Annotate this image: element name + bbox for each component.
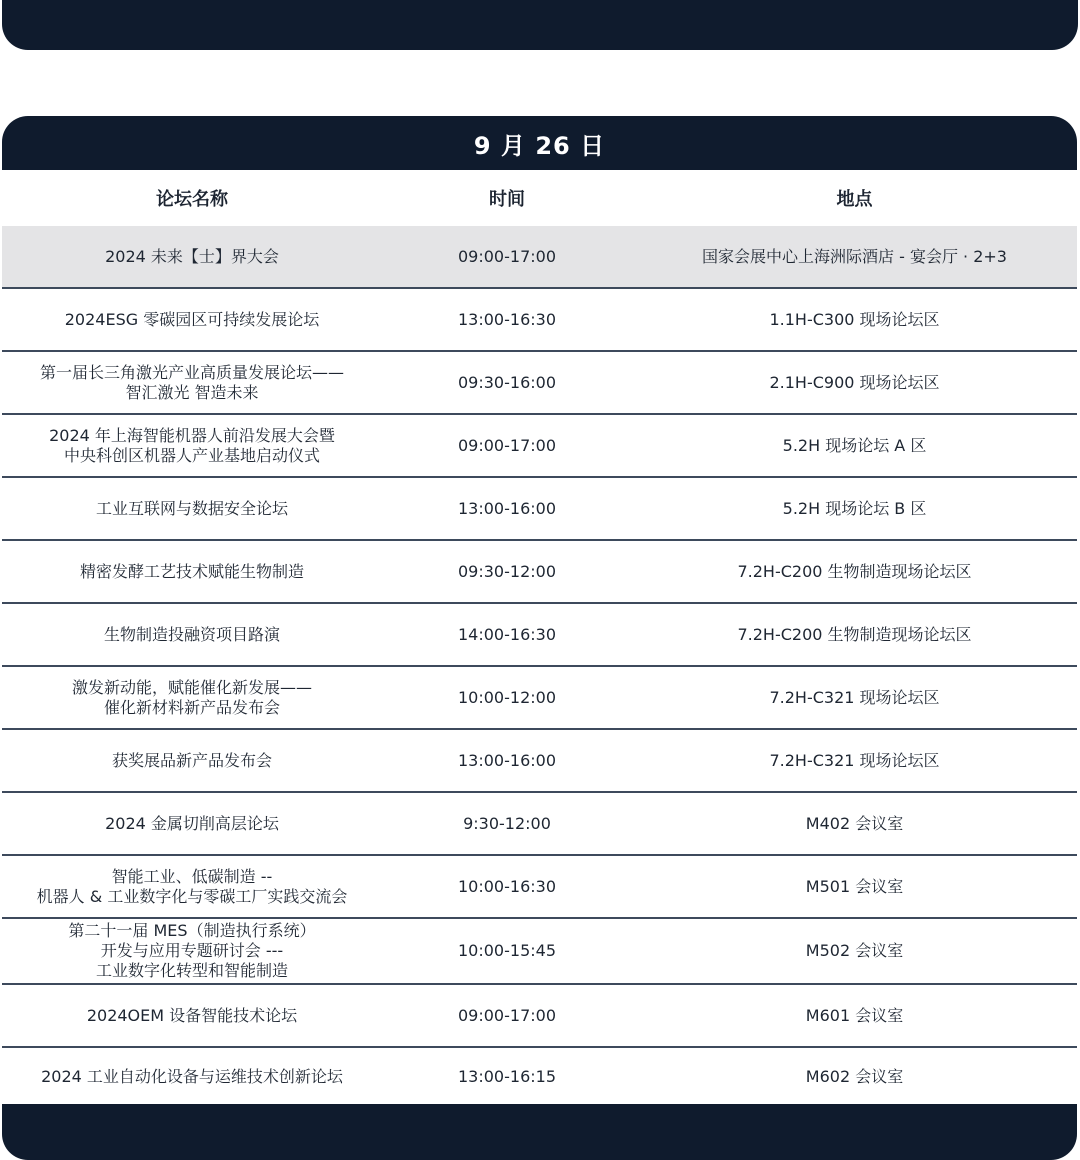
header-time: 时间 (489, 189, 525, 210)
forum-name-cell: 第一届长三角激光产业高质量发展论坛—— 智汇激光 智造未来 (39, 362, 344, 402)
table-row (2, 604, 1077, 667)
time-cell: 09:00-17:00 (458, 435, 556, 455)
time-cell: 13:00-16:00 (458, 498, 556, 518)
forum-name-cell: 2024 年上海智能机器人前沿发展大会暨 中央科创区机器人产业基地启动仪式 (49, 425, 335, 465)
time-cell: 09:00-17:00 (458, 246, 556, 266)
forum-name-cell: 精密发酵工艺技术赋能生物制造 (79, 561, 304, 581)
venue-cell: M602 会议室 (805, 1067, 904, 1086)
venue-cell: 7.2H-C200 生物制造现场论坛区 (737, 561, 972, 581)
venue-cell: M402 会议室 (805, 813, 904, 833)
table-row (2, 478, 1077, 541)
time-cell: 9:30-12:00 (463, 813, 551, 833)
venue-cell: M501 会议室 (805, 876, 904, 896)
table-row (2, 289, 1077, 352)
forum-name-cell: 工业互联网与数据安全论坛 (95, 498, 288, 518)
table-row (2, 856, 1077, 919)
table-row (2, 985, 1077, 1048)
header-venue: 地点 (836, 189, 873, 210)
venue-cell: 5.2H 现场论坛 B 区 (782, 498, 927, 518)
table-row (2, 1048, 1077, 1106)
table-row (2, 730, 1077, 793)
column-header-row (2, 170, 1077, 226)
time-cell: 09:30-12:00 (458, 561, 556, 581)
forum-name-cell: 2024ESG 零碳园区可持续发展论坛 (64, 309, 320, 329)
table-row (2, 415, 1077, 478)
forum-name-cell: 第二十一届 MES（制造执行系统） 开发与应用专题研讨会 --- 工业数字化转型和智能制造 (68, 921, 316, 980)
venue-cell: 5.2H 现场论坛 A 区 (782, 435, 927, 455)
top-banner-bar (2, 0, 1078, 50)
time-cell: 14:00-16:30 (458, 624, 556, 644)
header-forum-name: 论坛名称 (156, 189, 228, 210)
table-row (2, 667, 1077, 730)
time-cell: 13:00-16:30 (458, 309, 556, 329)
time-cell: 10:00-16:30 (458, 876, 556, 896)
venue-cell: 国家会展中心上海洲际酒店 - 宴会厅 · 2+3 (702, 246, 1007, 266)
table-row (2, 541, 1077, 604)
forum-name-cell: 2024 金属切削高层论坛 (105, 813, 279, 833)
table-row (2, 352, 1077, 415)
venue-cell: 2.1H-C900 现场论坛区 (769, 372, 940, 392)
forum-name-cell: 2024 未来【士】界大会 (105, 246, 279, 266)
time-cell: 13:00-16:15 (458, 1067, 556, 1086)
venue-cell: 7.2H-C321 现场论坛区 (769, 687, 940, 707)
forum-name-cell: 2024 工业自动化设备与运维技术创新论坛 (41, 1067, 343, 1086)
venue-cell: 1.1H-C300 现场论坛区 (769, 309, 940, 329)
time-cell: 10:00-15:45 (458, 941, 556, 960)
forum-name-cell: 获奖展品新产品发布会 (111, 750, 272, 770)
table-row (2, 919, 1077, 985)
time-cell: 10:00-12:00 (458, 687, 556, 707)
forum-name-cell: 激发新动能，赋能催化新发展—— 催化新材料新产品发布会 (71, 677, 312, 717)
venue-cell: M502 会议室 (805, 941, 904, 960)
forum-name-cell: 智能工业、低碳制造 -- 机器人 & 工业数字化与零碳工厂实践交流会 (36, 866, 348, 906)
table-body (2, 226, 1077, 1106)
venue-cell: M601 会议室 (805, 1005, 904, 1025)
bottom-banner-bar (2, 1104, 1077, 1160)
forum-schedule-table (2, 116, 1077, 1106)
time-cell: 13:00-16:00 (458, 750, 556, 770)
venue-cell: 7.2H-C321 现场论坛区 (769, 750, 940, 770)
forum-name-cell: 2024OEM 设备智能技术论坛 (86, 1005, 298, 1025)
venue-cell: 7.2H-C200 生物制造现场论坛区 (737, 624, 972, 644)
table-row (2, 226, 1077, 289)
table-row (2, 793, 1077, 856)
date-header: 9 月 26 日 (2, 116, 1077, 170)
time-cell: 09:00-17:00 (458, 1005, 556, 1025)
forum-name-cell: 生物制造投融资项目路演 (103, 624, 280, 644)
time-cell: 09:30-16:00 (458, 372, 556, 392)
